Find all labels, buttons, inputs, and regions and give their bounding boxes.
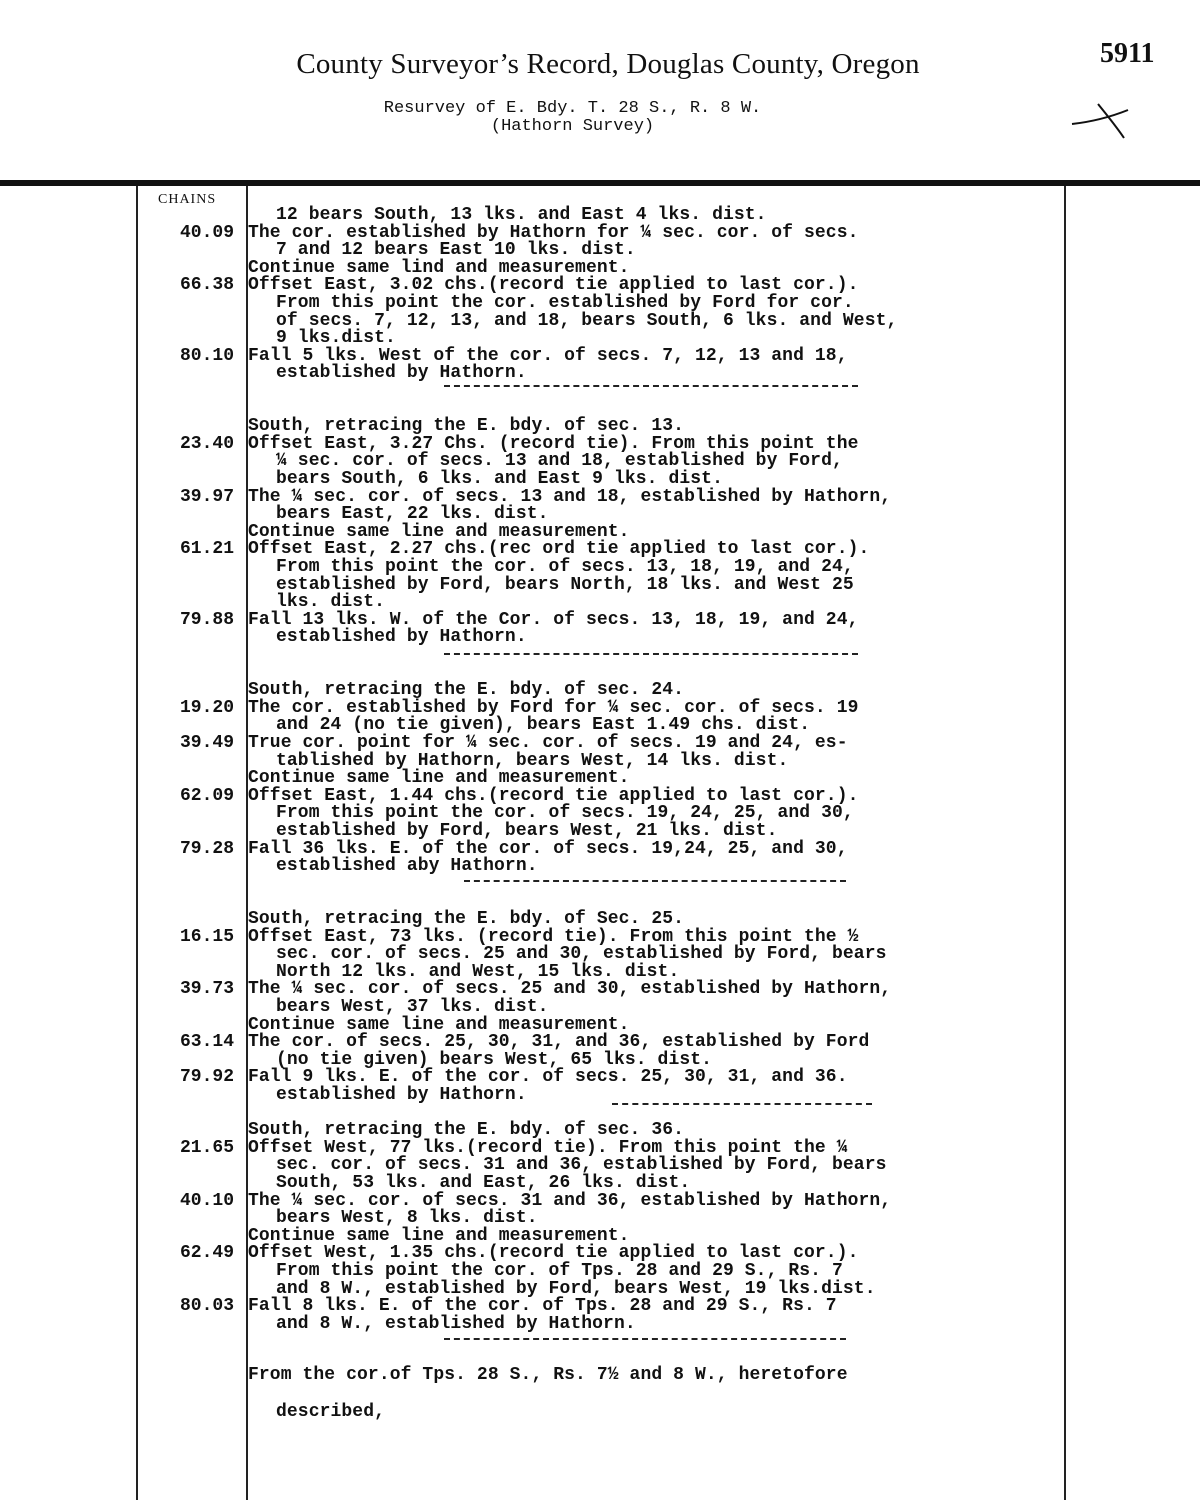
note-line	[0, 875, 1200, 893]
note-line	[0, 664, 1200, 682]
note-line	[0, 576, 1200, 594]
section-divider	[444, 653, 858, 655]
note-text: South, retracing the E. bdy. of sec. 36.	[248, 1120, 685, 1141]
chain-distance: 40.10	[179, 1190, 234, 1211]
note-text: 7 and 12 bears East 10 lks. dist.	[276, 240, 636, 261]
note-text: From this point the cor. of secs. 13, 18, 19, and 24,	[276, 557, 854, 577]
note-text: Offset East, 2.27 chs.(rec ord tie applied to last cor.).	[248, 539, 870, 560]
note-text: Continue same line and measurement.	[248, 1225, 630, 1246]
note-line	[0, 910, 1200, 928]
x-mark-icon	[1068, 96, 1132, 144]
note-line	[0, 963, 1200, 981]
note-text: and 8 W., established by Ford, bears West, 19 lks.dist.	[276, 1278, 876, 1299]
note-line	[0, 558, 1200, 576]
note-line	[0, 294, 1200, 312]
note-text: Continue same line and measurement.	[248, 768, 630, 789]
note-text: and 24 (no tie given), bears East 1.49 chs. dist.	[276, 715, 811, 736]
subtitle	[0, 100, 1145, 136]
note-line	[0, 488, 1200, 506]
chain-distance: 61.21	[179, 539, 234, 560]
page-title: County Surveyor’s Record, Douglas County, Oregon	[296, 48, 920, 80]
note-text: Continue same line and measurement.	[248, 521, 630, 542]
note-line	[0, 734, 1200, 752]
closing-line-2: described,	[276, 1402, 386, 1422]
chain-distance: 16.15	[179, 926, 234, 947]
closing-line-1: From the cor.of Tps. 28 S., Rs. 7½ and 8 W., heretofore	[248, 1365, 848, 1385]
note-text: Offset West, 1.35 chs.(record tie applied to last cor.).	[248, 1243, 859, 1264]
note-text: Offset West, 77 lks.(record tie). From this point the ¼	[248, 1137, 848, 1158]
note-line	[0, 1244, 1200, 1262]
note-line	[0, 329, 1200, 347]
note-text: South, retracing the E. bdy. of Sec. 25.	[248, 909, 685, 929]
chain-distance: 40.09	[179, 222, 234, 243]
note-text: The cor. of secs. 25, 30, 31, and 36, established by Ford	[248, 1032, 870, 1053]
note-text: bears West, 37 lks. dist.	[276, 997, 549, 1017]
note-line	[0, 840, 1200, 858]
header-rule	[0, 180, 1200, 186]
note-line	[0, 1033, 1200, 1051]
chain-distance: 39.73	[179, 979, 234, 1000]
note-line	[0, 1209, 1200, 1227]
note-text: Continue same line and measurement.	[248, 1014, 630, 1035]
note-line	[0, 593, 1200, 611]
note-line	[0, 928, 1200, 946]
note-line	[0, 787, 1200, 805]
chain-distance: 80.03	[179, 1296, 234, 1317]
note-text: tablished by Hathorn, bears West, 14 lks. dist.	[276, 750, 789, 771]
note-text: True cor. point for ¼ sec. cor. of secs. 19 and 24, es-	[248, 733, 848, 753]
note-line	[0, 276, 1200, 294]
note-text: of secs. 7, 12, 13, and 18, bears South, 6 lks. and West,	[276, 310, 898, 331]
note-text: South, retracing the E. bdy. of sec. 13.	[248, 416, 685, 437]
note-line	[0, 628, 1200, 646]
note-text: established by Hathorn.	[276, 363, 527, 384]
note-line	[0, 1262, 1200, 1280]
note-text: Fall 36 lks. E. of the cor. of secs. 19,24, 25, and 30,	[248, 838, 848, 859]
note-line	[0, 1227, 1200, 1245]
note-text: sec. cor. of secs. 31 and 36, established by Ford, bears	[276, 1155, 887, 1176]
note-line	[0, 364, 1200, 382]
note-line	[0, 998, 1200, 1016]
note-line	[0, 1174, 1200, 1192]
note-text: ¼ sec. cor. of secs. 13 and 18, established by Ford,	[276, 451, 843, 472]
note-line	[0, 1104, 1200, 1122]
note-text: Offset East, 3.27 Chs. (record tie). From this point the	[248, 433, 859, 454]
note-line	[0, 1280, 1200, 1298]
note-line	[0, 259, 1200, 277]
subtitle-line-1: Resurvey of E. Bdy. T. 28 S., R. 8 W.	[383, 99, 762, 118]
subtitle-line-2: (Hathorn Survey)	[490, 117, 655, 136]
note-text: South, 53 lks. and East, 26 lks. dist.	[276, 1173, 691, 1193]
note-line	[0, 681, 1200, 699]
note-line	[0, 1156, 1200, 1174]
note-line	[0, 452, 1200, 470]
note-line	[0, 400, 1200, 418]
note-text: From this point the cor. of Tps. 28 and 29 S., Rs. 7	[276, 1261, 843, 1281]
chain-distance: 80.10	[179, 345, 234, 366]
note-line	[0, 1139, 1200, 1157]
note-line	[0, 646, 1200, 664]
note-line	[0, 347, 1200, 365]
chain-distance: 21.65	[179, 1137, 234, 1158]
note-line	[0, 417, 1200, 435]
note-line	[0, 822, 1200, 840]
chain-distance: 79.88	[179, 609, 234, 630]
note-line	[0, 540, 1200, 558]
note-text: 12 bears South, 13 lks. and East 4 lks. dist.	[276, 205, 767, 225]
note-line	[0, 206, 1200, 224]
note-line	[0, 312, 1200, 330]
note-line	[0, 1068, 1200, 1086]
note-line	[0, 1086, 1200, 1104]
note-line	[0, 224, 1200, 242]
note-text: bears East, 22 lks. dist.	[276, 504, 549, 525]
section-divider	[444, 1338, 846, 1340]
note-text: (no tie given) bears West, 65 lks. dist.	[276, 1049, 713, 1070]
record-number: 5911	[1100, 38, 1155, 69]
note-line	[0, 470, 1200, 488]
section-divider	[612, 1103, 872, 1105]
note-text: bears South, 6 lks. and East 9 lks. dist.	[276, 469, 723, 489]
note-line	[0, 241, 1200, 259]
note-line	[0, 611, 1200, 629]
note-text: established by Hathorn.	[276, 1085, 527, 1105]
note-text: Fall 8 lks. E. of the cor. of Tps. 28 and 29 S., Rs. 7	[248, 1296, 837, 1317]
note-line	[0, 523, 1200, 541]
note-line	[0, 892, 1200, 910]
note-text: South, retracing the E. bdy. of sec. 24.	[248, 680, 685, 701]
note-line	[0, 1051, 1200, 1069]
chain-distance: 39.97	[179, 486, 234, 507]
note-line	[0, 1016, 1200, 1034]
note-text: North 12 lks. and West, 15 lks. dist.	[276, 961, 680, 982]
chain-distance: 79.92	[179, 1067, 234, 1088]
note-text: sec. cor. of secs. 25 and 30, established by Ford, bears	[276, 944, 887, 965]
note-line	[0, 716, 1200, 734]
section-divider	[464, 880, 846, 882]
note-text: 9 lks.dist.	[276, 328, 396, 349]
note-line	[0, 1315, 1200, 1333]
note-text: From this point the cor. of secs. 19, 24, 25, and 30,	[276, 803, 854, 824]
note-text: The cor. established by Hathorn for ¼ sec. cor. of secs.	[248, 222, 859, 243]
note-text: The ¼ sec. cor. of secs. 31 and 36, established by Hathorn,	[248, 1190, 892, 1211]
note-line	[0, 980, 1200, 998]
note-text: and 8 W., established by Hathorn.	[276, 1313, 636, 1334]
note-text: Fall 13 lks. W. of the Cor. of secs. 13, 18, 19, and 24,	[248, 609, 859, 630]
note-line	[0, 1297, 1200, 1315]
note-line	[0, 857, 1200, 875]
note-text: The ¼ sec. cor. of secs. 25 and 30, established by Hathorn,	[248, 979, 892, 1000]
chain-distance: 39.49	[179, 733, 234, 753]
note-line	[0, 769, 1200, 787]
chain-distance: 79.28	[179, 838, 234, 859]
note-line	[0, 1121, 1200, 1139]
note-text: Continue same lind and measurement.	[248, 257, 630, 278]
note-line	[0, 752, 1200, 770]
chain-distance: 66.38	[179, 275, 234, 296]
chain-distance: 19.20	[179, 697, 234, 718]
note-line	[0, 1192, 1200, 1210]
chain-distance: 62.49	[179, 1243, 234, 1264]
note-line	[0, 699, 1200, 717]
note-text: Offset East, 73 lks. (record tie). From this point the ½	[248, 926, 859, 947]
note-text: Fall 9 lks. E. of the cor. of secs. 25, 30, 31, and 36.	[248, 1067, 848, 1088]
chain-distance: 23.40	[179, 433, 234, 454]
note-text: Fall 5 lks. West of the cor. of secs. 7, 12, 13 and 18,	[248, 345, 848, 366]
note-text: From this point the cor. established by Ford for cor.	[276, 293, 854, 313]
chains-column-header: CHAINS	[158, 192, 217, 207]
note-text: bears West, 8 lks. dist.	[276, 1208, 538, 1229]
note-line	[0, 435, 1200, 453]
note-text: lks. dist.	[276, 592, 386, 613]
note-text: established by Hathorn.	[276, 627, 527, 648]
note-text: The cor. established by Ford for ¼ sec. cor. of secs. 19	[248, 697, 859, 718]
note-line	[0, 945, 1200, 963]
note-text: established by Ford, bears West, 21 lks. dist.	[276, 821, 778, 841]
chain-distance: 62.09	[179, 785, 234, 806]
note-text: Offset East, 3.02 chs.(record tie applied to last cor.).	[248, 275, 859, 296]
note-text: Offset East, 1.44 chs.(record tie applied to last cor.).	[248, 785, 859, 806]
chain-distance: 63.14	[179, 1032, 234, 1053]
note-line	[0, 804, 1200, 822]
note-text: established aby Hathorn.	[276, 856, 538, 877]
note-text: The ¼ sec. cor. of secs. 13 and 18, established by Hathorn,	[248, 486, 892, 507]
note-line	[0, 505, 1200, 523]
section-divider	[444, 385, 858, 387]
note-text: established by Ford, bears North, 18 lks. and West 25	[276, 574, 854, 595]
